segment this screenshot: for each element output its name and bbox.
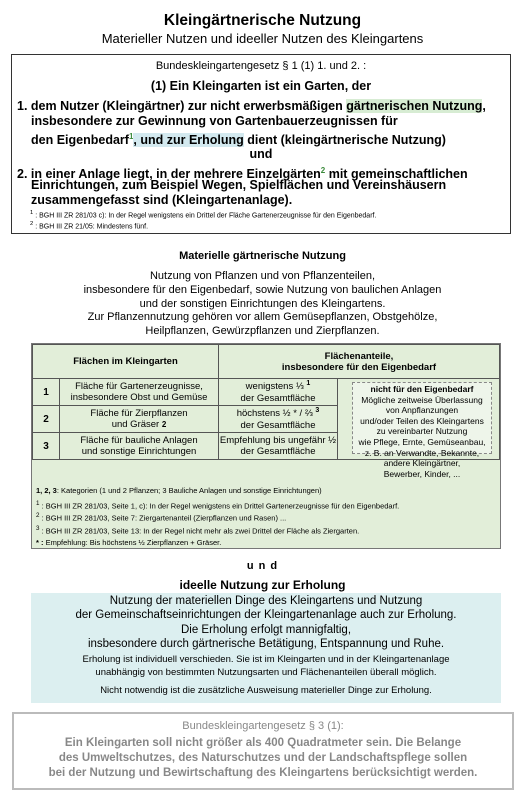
- cell-line: Fläche für Gartenerzeugnisse,: [75, 381, 203, 392]
- table-ref-4: [36, 538, 221, 547]
- footnote-mark: 1: [128, 132, 134, 141]
- non-own-use-note: [352, 382, 492, 479]
- area-table-box: [31, 343, 501, 549]
- row-area: [60, 406, 219, 433]
- header-line: Flächenanteile,: [324, 350, 394, 362]
- row-share: [219, 379, 338, 406]
- table-header-share: [219, 345, 500, 379]
- legend-text: : Kategorien (1 und 2 Pflanzen; 3 Bauliche Anlagen und sonstige Einrichtungen): [56, 486, 322, 495]
- recreation-main: [31, 594, 501, 651]
- recreation-line: Die Erholung erfolgt mannigfaltig,: [180, 623, 352, 636]
- note-title: nicht für den Eigenbedarf: [370, 384, 474, 394]
- row-area: [60, 433, 219, 460]
- law-point-1-line-1: [17, 99, 486, 114]
- recreation-line: Erholung ist individuell verschieden. Sie ist im Kleingarten und in der Kleingartenanlage: [82, 654, 450, 665]
- law-text: dient (kleingärtnerische Nutzung): [243, 133, 446, 148]
- law-text: den Eigenbedarf: [31, 133, 129, 148]
- recreation-not-needed: Nicht notwendig ist die zusätzliche Ausweisung materieller Dinge zur Erholung.: [100, 685, 432, 696]
- footnote-mark: 1: [306, 380, 311, 388]
- footnote-mark: 2: [320, 166, 326, 175]
- cell-line: der Gesamtfläche: [240, 446, 316, 457]
- recreation-line: Nutzung der materiellen Dinge des Kleingartens und Nutzung: [109, 595, 423, 607]
- ref-text: Empfehlung: Bis höchstens ½ Zierpflanzen + Gräser.: [43, 538, 222, 547]
- law-text: 2. in einer Anlage liegt, in der mehrere Einzelgärten: [17, 167, 321, 182]
- row-number: 2: [33, 406, 60, 433]
- footnote-text: : BGH III ZR 21/05: Mindestens fünf.: [33, 223, 149, 231]
- footnote-text: : BGH III ZR 281/03 c): In der Regel wenigstens ein Drittel der Fläche Gartenerzeugnisse für den Eigenbedarf.: [33, 212, 377, 220]
- highlight-recreation: , und zur Erholung: [133, 133, 244, 148]
- law3-text: [14, 736, 512, 781]
- material-line: Zur Pflanzennutzung gehören vor allem Gemüsepflanzen, Obstgehölze,: [87, 311, 438, 324]
- cell-line: der Gesamtfläche: [240, 392, 316, 404]
- law-heading: Bundeskleingartengesetz § 1 (1) 1. und 2. :: [155, 60, 367, 72]
- footnote-mark: 2: [36, 512, 40, 519]
- law-point-1-line-3: [31, 129, 446, 148]
- recreation-line: der Gemeinschaftseinrichtungen der Kleingartenanlage auch zur Erholung.: [75, 609, 457, 622]
- law3-line: bei der Nutzung und Bewirtschaftung des Kleingartens berücksichtigt werden.: [48, 767, 478, 779]
- law3-heading: Bundeskleingartengesetz § 3 (1):: [182, 720, 344, 732]
- legend-mark: 1, 2, 3: [36, 486, 57, 495]
- ref-text: : BGH III ZR 281/03, Seite 13: In der Regel nicht mehr als zwei Drittel der Fläche als Ziergarten.: [39, 526, 360, 536]
- recreation-individual: [31, 654, 501, 679]
- table-ref-2: [36, 512, 286, 523]
- footnote-mark: 3: [315, 407, 320, 415]
- law-section-1-box: [11, 54, 511, 234]
- material-line: Heilpflanzen, Gewürzpflanzen und Zierpflanzen.: [145, 325, 380, 338]
- ref-text: : BGH III ZR 281/03, Seite 1, c): In der Regel wenigstens ein Drittel Gartenerzeugnisse für den Eigenbedarf.: [39, 501, 400, 511]
- cell-line: Fläche für bauliche Anlagen: [80, 435, 198, 446]
- recreation-line: unabhängig von bestimmten Nutzungsarten und Flächenanteilen überall möglich.: [95, 666, 437, 678]
- material-line: Nutzung von Pflanzen und von Pflanzenteilen,: [149, 270, 376, 282]
- note-line: wie Pflege, Ernte, Gemüseanbau,: [358, 436, 486, 447]
- law-text: mit gemeinschaftlichen: [325, 167, 468, 182]
- row-share: [219, 433, 338, 460]
- table-ref-1: [36, 500, 399, 511]
- law-lead: (1) Ein Kleingarten ist ein Garten, der: [150, 79, 372, 93]
- footnote-1: [30, 210, 376, 219]
- material-line: insbesondere für den Eigenbedarf, sowie Nutzung von baulichen Anlagen: [83, 283, 442, 296]
- und-separator: u n d: [246, 560, 279, 572]
- footnote-2: [30, 221, 148, 230]
- material-title: Materielle gärtnerische Nutzung: [179, 250, 346, 262]
- law-point-2-line-2: Einrichtungen, zum Beispiel Wegen, Spielflächen und Vereinshäusern: [31, 178, 447, 192]
- cell-line: Empfehlung bis ungefähr ½: [219, 435, 337, 446]
- cell-line: der Gesamtfläche: [240, 419, 316, 431]
- footnote-mark: 1: [36, 500, 40, 507]
- table-ref-3: [36, 525, 359, 536]
- law-text: 1. dem Nutzer (Kleingärtner) zur nicht erwerbsmäßigen: [17, 99, 347, 113]
- note-line: z. B. an Verwandte, Bekannte,: [364, 447, 480, 458]
- cell-line: insbesondere Obst und Gemüse: [70, 392, 208, 403]
- footnote-mark: 3: [36, 525, 40, 532]
- recreation-line: insbesondere durch gärtnerische Betätigung, Entspannung und Ruhe.: [87, 637, 445, 650]
- table-legend: [36, 486, 322, 495]
- cell-line: und sonstige Einrichtungen: [81, 446, 197, 457]
- note-line: andere Kleingärtner,: [383, 458, 461, 469]
- footnote-mark: * :: [36, 538, 44, 547]
- cell-text: und Gräser: [111, 419, 162, 430]
- table-header-area: Flächen im Kleingarten: [33, 345, 219, 379]
- law-text: ,: [482, 99, 486, 113]
- law-section-3-box: [12, 712, 514, 790]
- header-line: insbesondere für den Eigenbedarf: [281, 361, 437, 373]
- footnote-mark: 2: [161, 420, 167, 429]
- recreation-box: [31, 593, 501, 703]
- material-line: und der sonstigen Einrichtungen des Kleingartens.: [139, 297, 386, 310]
- footnote-mark: 1: [30, 210, 34, 216]
- note-line: und/oder Teilen des Kleingartens: [360, 415, 484, 426]
- page-title: Kleingärtnerische Nutzung: [163, 12, 362, 29]
- recreation-title: ideelle Nutzung zur Erholung: [179, 578, 346, 592]
- page-subtitle: Materieller Nutzen und ideeller Nutzen des Kleingartens: [101, 31, 424, 46]
- note-line: zu vereinbarter Nutzung: [376, 426, 468, 437]
- material-text: [0, 270, 525, 339]
- note-line: Bewerber, Kinder, ...: [383, 468, 461, 479]
- note-line: Mögliche zeitweise Überlassung: [361, 394, 483, 405]
- law-und: und: [249, 147, 273, 161]
- cell-text: wenigstens ⅓: [245, 381, 307, 393]
- row-number: 3: [33, 433, 60, 460]
- row-share: [219, 406, 338, 433]
- footnote-mark: 2: [30, 221, 34, 227]
- cell-text: höchstens ½ * / ⅔: [236, 408, 316, 420]
- row-area: [60, 379, 219, 406]
- row-number: 1: [33, 379, 60, 406]
- ref-text: : BGH III ZR 281/03, Seite 7: Ziergartenanteil (Zierpflanzen und Rasen) ...: [39, 513, 287, 523]
- highlight-gardening: gärtnerischen Nutzung: [346, 99, 483, 113]
- note-line: von Anpflanzungen: [385, 405, 459, 416]
- law3-line: des Umweltschutzes, des Naturschutzes und der Landschaftspflege sollen: [58, 752, 468, 764]
- law-point-1-line-2: insbesondere zur Gewinnung von Gartenbauerzeugnissen für: [31, 114, 398, 128]
- law-point-2-line-3: zusammengefasst sind (Kleingartenanlage).: [31, 193, 293, 207]
- law3-line: Ein Kleingarten soll nicht größer als 400 Quadratmeter sein. Die Belange: [64, 737, 462, 749]
- cell-line: Fläche für Zierpflanzen: [90, 408, 188, 419]
